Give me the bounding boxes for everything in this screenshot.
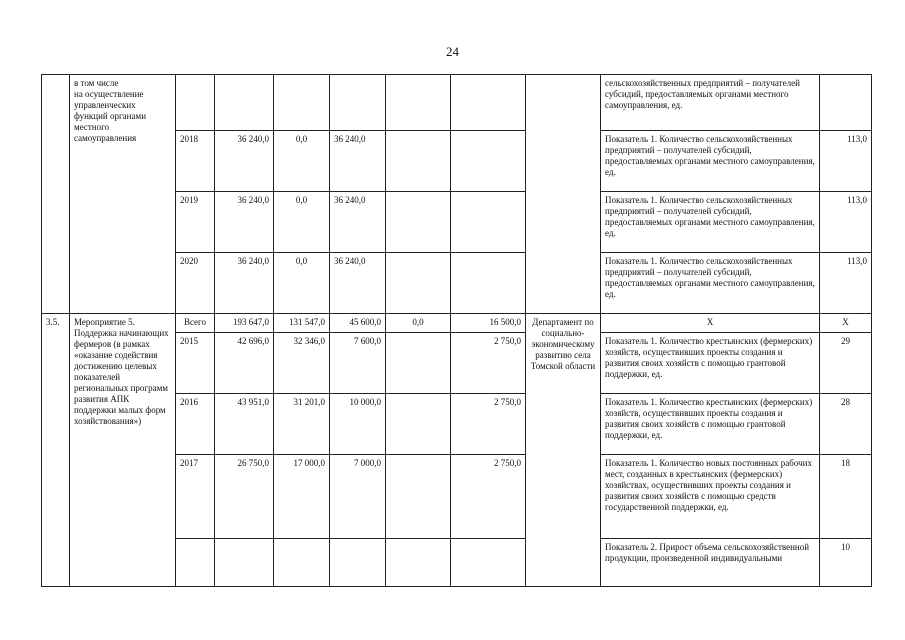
extra-cell xyxy=(451,131,526,192)
indicator-cell: Показатель 1. Количество сельскохозяйственных предприятий – получателей субсидий, предоставляемых органами местного самоуправления, ед. xyxy=(601,253,820,314)
extra-cell: 2 750,0 xyxy=(451,455,526,539)
total-cell: 43 951,0 xyxy=(215,394,274,455)
description-cell: Мероприятие 5. Поддержка начинающих фермеров (в рамках «оказание содействия достижению целевых показателей региональных программ развития АПК поддержки малых форм хозяйствования») xyxy=(70,314,176,587)
total-cell: 36 240,0 xyxy=(215,192,274,253)
federal-cell xyxy=(274,539,330,587)
total-cell: 26 750,0 xyxy=(215,455,274,539)
executor-cell xyxy=(526,75,601,314)
value-cell: 18 xyxy=(820,455,872,539)
year-cell: 2019 xyxy=(176,192,215,253)
regional-cell xyxy=(330,75,386,131)
extra-cell: 2 750,0 xyxy=(451,394,526,455)
federal-cell: 0,0 xyxy=(274,192,330,253)
total-cell xyxy=(215,539,274,587)
indicator-cell: Показатель 1. Количество сельскохозяйственных предприятий – получателей субсидий, предоставляемых органами местного самоуправления, ед. xyxy=(601,131,820,192)
page-number: 24 xyxy=(446,44,459,59)
description-cell xyxy=(70,75,176,314)
indicator-cell: Х xyxy=(601,314,820,333)
number-cell xyxy=(42,75,70,314)
federal-cell: 31 201,0 xyxy=(274,394,330,455)
indicator-cell: сельскохозяйственных предприятий – получателей субсидий, предоставляемых органами местного самоуправления, ед. xyxy=(601,75,820,131)
number-cell: 3.5. xyxy=(42,314,70,587)
year-cell: 2016 xyxy=(176,394,215,455)
year-cell xyxy=(176,539,215,587)
indicator-cell: Показатель 1. Количество новых постоянных рабочих мест, созданных в крестьянских (фермерских) хозяйствах, осуществивших проекты создания и развития своих хозяйств с помощью средств государственной поддержки, ед. xyxy=(601,455,820,539)
local-cell xyxy=(386,131,451,192)
year-cell: 2020 xyxy=(176,253,215,314)
local-cell xyxy=(386,333,451,394)
regional-cell: 36 240,0 xyxy=(330,131,386,192)
extra-cell xyxy=(451,539,526,587)
extra-cell xyxy=(451,253,526,314)
value-cell: 29 xyxy=(820,333,872,394)
regional-cell: 10 000,0 xyxy=(330,394,386,455)
year-cell: 2017 xyxy=(176,455,215,539)
indicator-cell: Показатель 1. Количество крестьянских (фермерских) хозяйств, осуществивших проекты создания и развития своих хозяйств с помощью грантовой поддержки, ед. xyxy=(601,333,820,394)
local-cell xyxy=(386,394,451,455)
year-cell xyxy=(176,75,215,131)
total-cell: 36 240,0 xyxy=(215,253,274,314)
extra-cell xyxy=(451,75,526,131)
year-cell: 2015 xyxy=(176,333,215,394)
regional-cell: 36 240,0 xyxy=(330,253,386,314)
total-cell: 193 647,0 xyxy=(215,314,274,333)
extra-cell xyxy=(451,192,526,253)
federal-cell: 0,0 xyxy=(274,253,330,314)
regional-cell: 36 240,0 xyxy=(330,192,386,253)
extra-cell: 2 750,0 xyxy=(451,333,526,394)
value-cell: Х xyxy=(820,314,872,333)
regional-cell: 45 600,0 xyxy=(330,314,386,333)
local-cell xyxy=(386,455,451,539)
program-table xyxy=(41,74,872,587)
value-cell: 28 xyxy=(820,394,872,455)
value-cell xyxy=(820,75,872,131)
year-cell: Всего xyxy=(176,314,215,333)
indicator-cell: Показатель 1. Количество сельскохозяйственных предприятий – получателей субсидий, предоставляемых органами местного самоуправления, ед. xyxy=(601,192,820,253)
indicator-cell: Показатель 2. Прирост объема сельскохозяйственной продукции, произведенной индивидуальными xyxy=(601,539,820,587)
federal-cell: 17 000,0 xyxy=(274,455,330,539)
regional-cell: 7 600,0 xyxy=(330,333,386,394)
value-cell: 113,0 xyxy=(820,192,872,253)
value-cell: 113,0 xyxy=(820,253,872,314)
value-cell: 10 xyxy=(820,539,872,587)
table-row xyxy=(42,314,872,333)
total-cell xyxy=(215,75,274,131)
regional-cell xyxy=(330,539,386,587)
federal-cell: 131 547,0 xyxy=(274,314,330,333)
year-cell: 2018 xyxy=(176,131,215,192)
federal-cell: 32 346,0 xyxy=(274,333,330,394)
table-row xyxy=(42,75,872,131)
total-cell: 36 240,0 xyxy=(215,131,274,192)
local-cell: 0,0 xyxy=(386,314,451,333)
extra-cell: 16 500,0 xyxy=(451,314,526,333)
local-cell xyxy=(386,253,451,314)
value-cell: 113,0 xyxy=(820,131,872,192)
description-text: в том числе на осуществление управленческих функций органами местного самоуправления xyxy=(74,78,147,143)
total-cell: 42 696,0 xyxy=(215,333,274,394)
federal-cell: 0,0 xyxy=(274,131,330,192)
indicator-cell: Показатель 1. Количество крестьянских (фермерских) хозяйств, осуществивших проекты создания и развития своих хозяйств с помощью грантовой поддержки, ед. xyxy=(601,394,820,455)
local-cell xyxy=(386,75,451,131)
local-cell xyxy=(386,192,451,253)
executor-cell: Департамент по социально-экономическому развитию села Томской области xyxy=(526,314,601,587)
local-cell xyxy=(386,539,451,587)
federal-cell xyxy=(274,75,330,131)
regional-cell: 7 000,0 xyxy=(330,455,386,539)
